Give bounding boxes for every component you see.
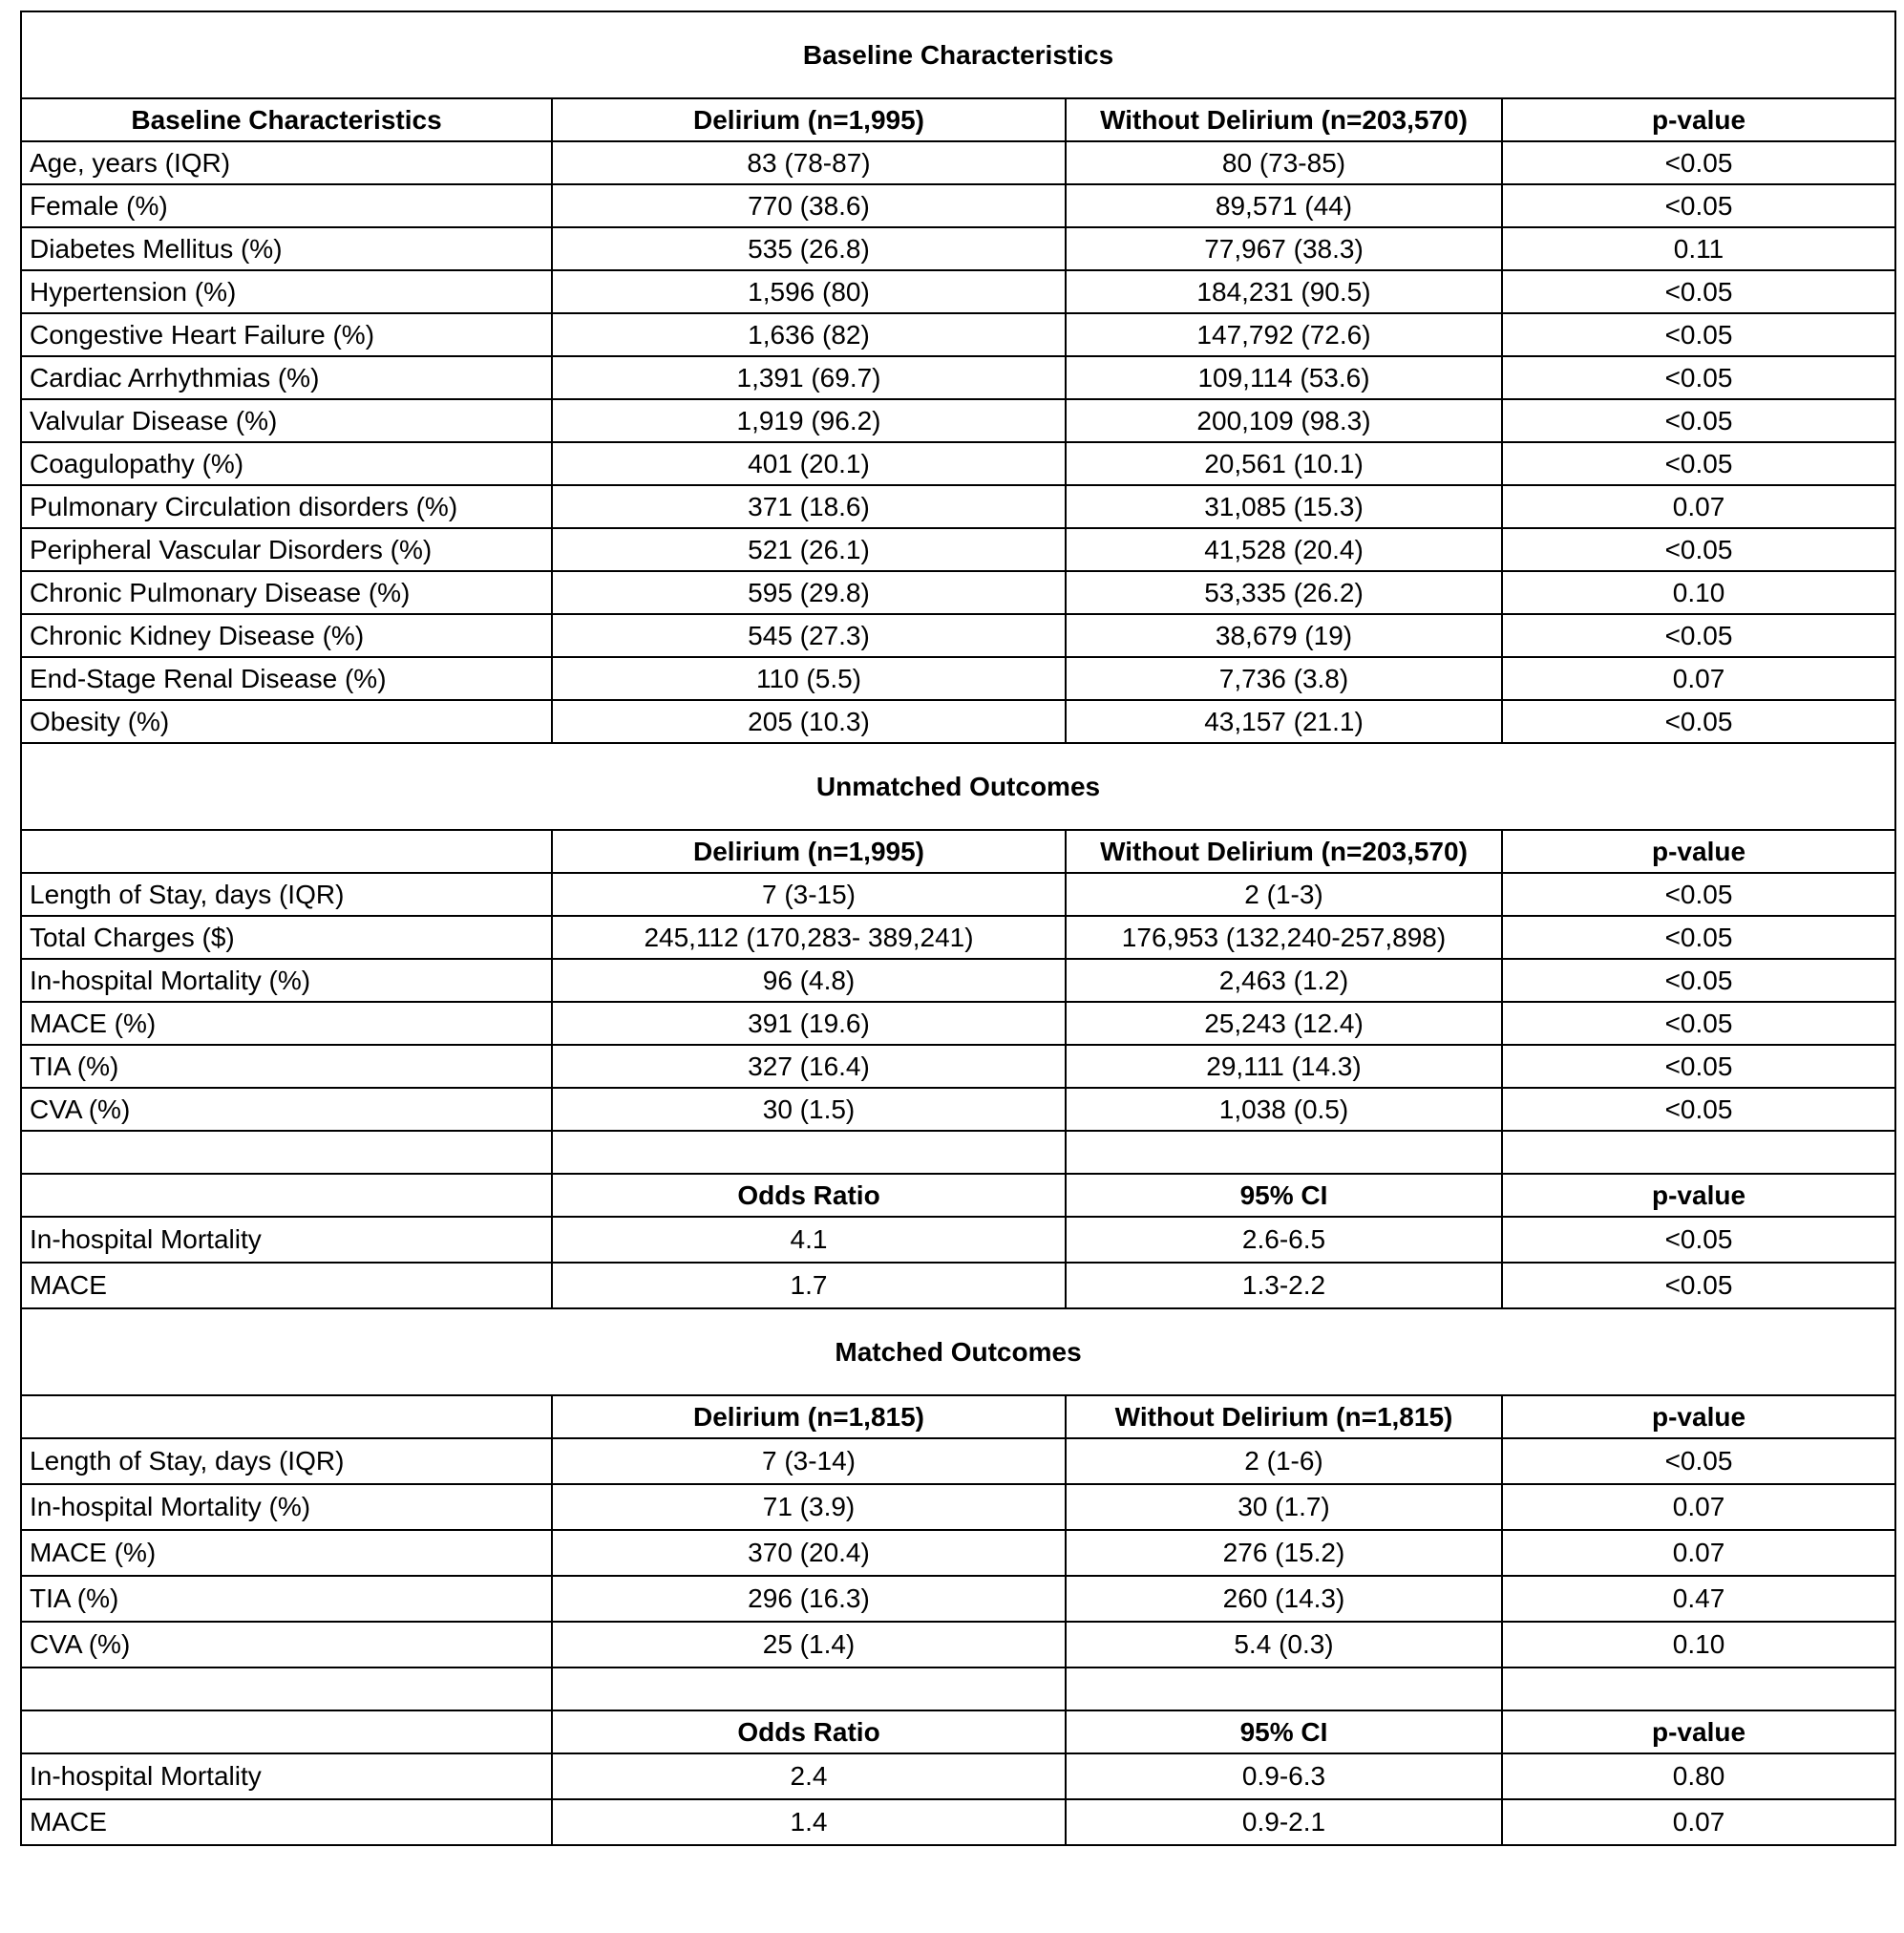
table-row (21, 1045, 1895, 1088)
row-label: In-hospital Mortality (%) (21, 1484, 552, 1530)
table-row (21, 614, 1895, 657)
value-cell: 7,736 (3.8) (1066, 657, 1502, 700)
unmatched-title: Unmatched Outcomes (21, 743, 1895, 830)
table-row (21, 1576, 1895, 1622)
value-cell: <0.05 (1502, 916, 1895, 959)
row-label: MACE (21, 1263, 552, 1308)
value-cell: <0.05 (1502, 1045, 1895, 1088)
row-label: CVA (%) (21, 1622, 552, 1667)
header-cell (21, 1710, 552, 1753)
value-cell: 1,391 (69.7) (552, 356, 1066, 399)
table-row (21, 227, 1895, 270)
value-cell: 1,596 (80) (552, 270, 1066, 313)
section-title-row (21, 743, 1895, 830)
header-cell: Without Delirium (n=203,570) (1066, 98, 1502, 141)
value-cell: 1,636 (82) (552, 313, 1066, 356)
table-row (21, 1753, 1895, 1799)
header-row (21, 1395, 1895, 1438)
table-row (21, 1088, 1895, 1131)
table-row (21, 657, 1895, 700)
value-cell: 7 (3-15) (552, 873, 1066, 916)
section-title-row (21, 11, 1895, 98)
row-label: Diabetes Mellitus (%) (21, 227, 552, 270)
value-cell: 296 (16.3) (552, 1576, 1066, 1622)
value-cell: 2 (1-6) (1066, 1438, 1502, 1484)
value-cell: <0.05 (1502, 1002, 1895, 1045)
value-cell: 0.07 (1502, 1484, 1895, 1530)
value-cell: 0.07 (1502, 1530, 1895, 1576)
odds-header-row (21, 1174, 1895, 1217)
table-row (21, 1530, 1895, 1576)
value-cell: 43,157 (21.1) (1066, 700, 1502, 743)
value-cell: <0.05 (1502, 873, 1895, 916)
header-cell: Without Delirium (n=203,570) (1066, 830, 1502, 873)
row-label: Female (%) (21, 184, 552, 227)
value-cell: 260 (14.3) (1066, 1576, 1502, 1622)
value-cell: 80 (73-85) (1066, 141, 1502, 184)
value-cell: 4.1 (552, 1217, 1066, 1263)
table-row (21, 571, 1895, 614)
matched-odds-rows (21, 1753, 1895, 1845)
header-cell (21, 830, 552, 873)
value-cell: 0.10 (1502, 571, 1895, 614)
value-cell: 245,112 (170,283- 389,241) (552, 916, 1066, 959)
header-cell: Without Delirium (n=1,815) (1066, 1395, 1502, 1438)
table-row (21, 873, 1895, 916)
blank-cell (552, 1667, 1066, 1710)
value-cell: 370 (20.4) (552, 1530, 1066, 1576)
value-cell: 770 (38.6) (552, 184, 1066, 227)
value-cell: 29,111 (14.3) (1066, 1045, 1502, 1088)
table-row (21, 1484, 1895, 1530)
header-cell: Delirium (n=1,815) (552, 1395, 1066, 1438)
value-cell: 0.11 (1502, 227, 1895, 270)
baseline-rows (21, 141, 1895, 743)
value-cell: 535 (26.8) (552, 227, 1066, 270)
row-label: Peripheral Vascular Disorders (%) (21, 528, 552, 571)
table-row (21, 959, 1895, 1002)
results-table-container (20, 11, 1894, 1846)
header-cell: Baseline Characteristics (21, 98, 552, 141)
value-cell: 2,463 (1.2) (1066, 959, 1502, 1002)
table-row (21, 485, 1895, 528)
table-row (21, 700, 1895, 743)
row-label: Cardiac Arrhythmias (%) (21, 356, 552, 399)
value-cell: 96 (4.8) (552, 959, 1066, 1002)
value-cell: 83 (78-87) (552, 141, 1066, 184)
row-label: Congestive Heart Failure (%) (21, 313, 552, 356)
value-cell: 1.3-2.2 (1066, 1263, 1502, 1308)
value-cell: <0.05 (1502, 528, 1895, 571)
value-cell: 30 (1.5) (552, 1088, 1066, 1131)
row-label: CVA (%) (21, 1088, 552, 1131)
value-cell: <0.05 (1502, 356, 1895, 399)
header-cell: 95% CI (1066, 1174, 1502, 1217)
row-label: TIA (%) (21, 1045, 552, 1088)
value-cell: 184,231 (90.5) (1066, 270, 1502, 313)
value-cell: 1.7 (552, 1263, 1066, 1308)
header-cell: p-value (1502, 1710, 1895, 1753)
value-cell: 595 (29.8) (552, 571, 1066, 614)
header-cell (21, 1174, 552, 1217)
matched-title: Matched Outcomes (21, 1308, 1895, 1395)
value-cell: 20,561 (10.1) (1066, 442, 1502, 485)
header-cell: p-value (1502, 830, 1895, 873)
row-label: Obesity (%) (21, 700, 552, 743)
header-row (21, 830, 1895, 873)
matched-rows (21, 1438, 1895, 1667)
table-row (21, 270, 1895, 313)
table-row (21, 1799, 1895, 1845)
value-cell: <0.05 (1502, 442, 1895, 485)
value-cell: 2.4 (552, 1753, 1066, 1799)
table-row (21, 184, 1895, 227)
table-row (21, 313, 1895, 356)
row-label: Length of Stay, days (IQR) (21, 873, 552, 916)
value-cell: 327 (16.4) (552, 1045, 1066, 1088)
value-cell: 176,953 (132,240-257,898) (1066, 916, 1502, 959)
value-cell: 30 (1.7) (1066, 1484, 1502, 1530)
value-cell: 41,528 (20.4) (1066, 528, 1502, 571)
value-cell: 25,243 (12.4) (1066, 1002, 1502, 1045)
table-row (21, 442, 1895, 485)
header-cell: Delirium (n=1,995) (552, 830, 1066, 873)
value-cell: 7 (3-14) (552, 1438, 1066, 1484)
value-cell: 147,792 (72.6) (1066, 313, 1502, 356)
value-cell: 89,571 (44) (1066, 184, 1502, 227)
row-label: Pulmonary Circulation disorders (%) (21, 485, 552, 528)
blank-cell (1066, 1131, 1502, 1174)
value-cell: <0.05 (1502, 270, 1895, 313)
row-label: Age, years (IQR) (21, 141, 552, 184)
header-cell: Odds Ratio (552, 1710, 1066, 1753)
value-cell: 109,114 (53.6) (1066, 356, 1502, 399)
header-cell: Delirium (n=1,995) (552, 98, 1066, 141)
row-label: MACE (%) (21, 1530, 552, 1576)
table-row (21, 356, 1895, 399)
value-cell: 276 (15.2) (1066, 1530, 1502, 1576)
row-label: Total Charges ($) (21, 916, 552, 959)
section-title-row (21, 1308, 1895, 1395)
row-label: MACE (21, 1799, 552, 1845)
table-row (21, 399, 1895, 442)
row-label: Hypertension (%) (21, 270, 552, 313)
baseline-title: Baseline Characteristics (21, 11, 1895, 98)
blank-row (21, 1667, 1895, 1710)
header-cell: p-value (1502, 1174, 1895, 1217)
value-cell: <0.05 (1502, 184, 1895, 227)
row-label: Chronic Kidney Disease (%) (21, 614, 552, 657)
table-row (21, 1622, 1895, 1667)
value-cell: <0.05 (1502, 1088, 1895, 1131)
row-label: In-hospital Mortality (21, 1217, 552, 1263)
value-cell: 1,038 (0.5) (1066, 1088, 1502, 1131)
value-cell: <0.05 (1502, 399, 1895, 442)
value-cell: 110 (5.5) (552, 657, 1066, 700)
row-label: Valvular Disease (%) (21, 399, 552, 442)
value-cell: 0.07 (1502, 1799, 1895, 1845)
unmatched-odds-rows (21, 1217, 1895, 1308)
value-cell: 53,335 (26.2) (1066, 571, 1502, 614)
value-cell: 0.9-2.1 (1066, 1799, 1502, 1845)
value-cell: <0.05 (1502, 959, 1895, 1002)
row-label: In-hospital Mortality (%) (21, 959, 552, 1002)
blank-cell (21, 1131, 552, 1174)
row-label: TIA (%) (21, 1576, 552, 1622)
header-row (21, 98, 1895, 141)
header-cell: Odds Ratio (552, 1174, 1066, 1217)
value-cell: 0.07 (1502, 485, 1895, 528)
value-cell: 25 (1.4) (552, 1622, 1066, 1667)
value-cell: <0.05 (1502, 313, 1895, 356)
value-cell: <0.05 (1502, 1438, 1895, 1484)
value-cell: 0.80 (1502, 1753, 1895, 1799)
value-cell: 1.4 (552, 1799, 1066, 1845)
value-cell: 77,967 (38.3) (1066, 227, 1502, 270)
header-cell: p-value (1502, 1395, 1895, 1438)
value-cell: 0.9-6.3 (1066, 1753, 1502, 1799)
row-label: Chronic Pulmonary Disease (%) (21, 571, 552, 614)
row-label: MACE (%) (21, 1002, 552, 1045)
value-cell: 71 (3.9) (552, 1484, 1066, 1530)
value-cell: 545 (27.3) (552, 614, 1066, 657)
value-cell: 521 (26.1) (552, 528, 1066, 571)
blank-cell (1502, 1131, 1895, 1174)
value-cell: 205 (10.3) (552, 700, 1066, 743)
value-cell: 2 (1-3) (1066, 873, 1502, 916)
value-cell: <0.05 (1502, 1263, 1895, 1308)
value-cell: 2.6-6.5 (1066, 1217, 1502, 1263)
row-label: Length of Stay, days (IQR) (21, 1438, 552, 1484)
blank-cell (552, 1131, 1066, 1174)
table-row (21, 916, 1895, 959)
blank-cell (21, 1667, 552, 1710)
results-table (20, 11, 1896, 1846)
table-row (21, 1217, 1895, 1263)
table-row (21, 1438, 1895, 1484)
blank-cell (1066, 1667, 1502, 1710)
value-cell: 1,919 (96.2) (552, 399, 1066, 442)
value-cell: 0.10 (1502, 1622, 1895, 1667)
table-row (21, 141, 1895, 184)
value-cell: 0.07 (1502, 657, 1895, 700)
row-label: In-hospital Mortality (21, 1753, 552, 1799)
value-cell: <0.05 (1502, 1217, 1895, 1263)
value-cell: 31,085 (15.3) (1066, 485, 1502, 528)
row-label: Coagulopathy (%) (21, 442, 552, 485)
value-cell: <0.05 (1502, 614, 1895, 657)
header-cell: p-value (1502, 98, 1895, 141)
value-cell: 401 (20.1) (552, 442, 1066, 485)
value-cell: <0.05 (1502, 141, 1895, 184)
row-label: End-Stage Renal Disease (%) (21, 657, 552, 700)
value-cell: 391 (19.6) (552, 1002, 1066, 1045)
header-cell: 95% CI (1066, 1710, 1502, 1753)
table-row (21, 528, 1895, 571)
value-cell: <0.05 (1502, 700, 1895, 743)
table-row (21, 1002, 1895, 1045)
header-cell (21, 1395, 552, 1438)
odds-header-row (21, 1710, 1895, 1753)
value-cell: 5.4 (0.3) (1066, 1622, 1502, 1667)
value-cell: 0.47 (1502, 1576, 1895, 1622)
value-cell: 371 (18.6) (552, 485, 1066, 528)
blank-row (21, 1131, 1895, 1174)
value-cell: 38,679 (19) (1066, 614, 1502, 657)
value-cell: 200,109 (98.3) (1066, 399, 1502, 442)
unmatched-rows (21, 873, 1895, 1131)
blank-cell (1502, 1667, 1895, 1710)
table-row (21, 1263, 1895, 1308)
